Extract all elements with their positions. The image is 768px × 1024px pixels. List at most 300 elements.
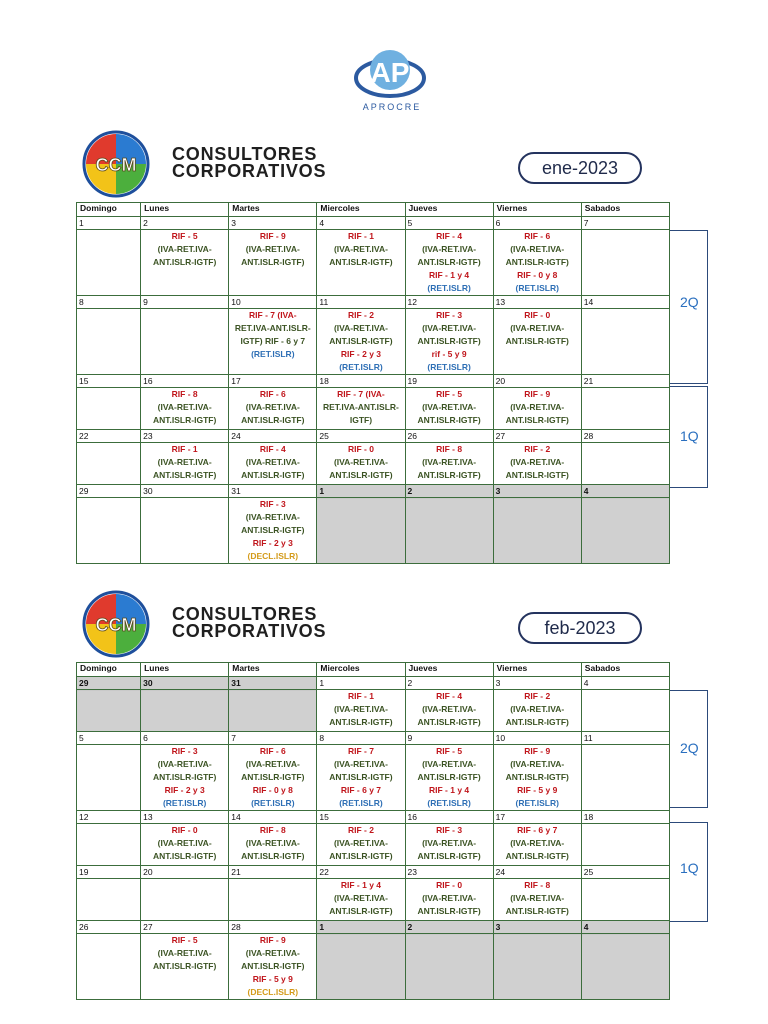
day-cell xyxy=(317,824,405,866)
obligation-line: (IVA-RET.IVA- xyxy=(510,759,565,769)
day-cell xyxy=(229,309,317,375)
day-cell xyxy=(77,388,141,430)
obligation-line: (IVA-RET.IVA- xyxy=(157,457,212,467)
obligation-line: ANT.ISLR-IGTF) xyxy=(505,470,569,480)
day-cell xyxy=(229,498,317,564)
day-cell xyxy=(405,498,493,564)
obligation-line: ANT.ISLR-IGTF) xyxy=(417,772,481,782)
day-cell xyxy=(493,443,581,485)
obligation-line: ANT.ISLR-IGTF) xyxy=(417,257,481,267)
day-number: 15 xyxy=(317,811,405,824)
day-number: 3 xyxy=(493,485,581,498)
svg-text:CCM: CCM xyxy=(95,155,137,175)
day-number: 30 xyxy=(141,677,229,690)
day-number: 3 xyxy=(229,217,317,230)
day-number-row xyxy=(77,485,670,498)
weekday-header-row xyxy=(77,203,670,217)
obligation-line: (RET.ISLR) xyxy=(339,362,383,372)
obligation-line: ANT.ISLR-IGTF) xyxy=(505,906,569,916)
day-number: 6 xyxy=(141,732,229,745)
obligation-line: RIF - 5 xyxy=(436,746,463,756)
day-cell xyxy=(317,690,405,732)
obligation-line: ANT.ISLR-IGTF) xyxy=(417,415,481,425)
obligation-line: ANT.ISLR-IGTF) xyxy=(417,717,481,727)
day-cell xyxy=(229,934,317,1000)
day-cell xyxy=(77,824,141,866)
weekday-header-row xyxy=(77,663,670,677)
quincena-label-1q: 1Q xyxy=(680,428,699,444)
day-cell xyxy=(405,934,493,1000)
day-number: 9 xyxy=(405,732,493,745)
day-number: 31 xyxy=(229,485,317,498)
day-number: 25 xyxy=(581,866,669,879)
obligation-line: (IVA-RET.IVA- xyxy=(422,323,477,333)
obligation-line: (IVA-RET.IVA- xyxy=(510,893,565,903)
day-number: 4 xyxy=(581,677,669,690)
puzzle-logo-icon xyxy=(78,130,158,198)
day-cell xyxy=(405,879,493,921)
calendar-grid xyxy=(76,662,670,1000)
events-row xyxy=(77,824,670,866)
obligation-line: RET.IVA-ANT.ISLR- xyxy=(323,402,399,412)
day-number: 13 xyxy=(493,296,581,309)
obligation-line: ANT.ISLR-IGTF) xyxy=(241,257,305,267)
obligation-line: RIF - 2 xyxy=(347,310,374,320)
events-row xyxy=(77,745,670,811)
obligation-line: RIF - 2 xyxy=(347,825,374,835)
day-cell xyxy=(317,745,405,811)
obligation-line: IGTF) xyxy=(349,415,373,425)
obligation-line: RIF - 1 xyxy=(347,691,374,701)
day-number: 1 xyxy=(317,921,405,934)
day-number: 17 xyxy=(229,375,317,388)
obligation-line: RIF - 0 xyxy=(347,444,374,454)
obligation-line: RIF - 9 xyxy=(259,935,286,945)
obligation-line: RIF - 6 xyxy=(259,389,286,399)
obligation-line: ANT.ISLR-IGTF) xyxy=(329,336,393,346)
day-cell xyxy=(581,230,669,296)
obligation-line: (RET.ISLR) xyxy=(162,798,207,808)
day-number: 7 xyxy=(581,217,669,230)
events-row xyxy=(77,690,670,732)
day-number: 29 xyxy=(77,677,141,690)
day-number: 1 xyxy=(317,677,405,690)
obligation-line: RIF - 6 xyxy=(259,746,286,756)
obligation-line: ANT.ISLR-IGTF) xyxy=(329,257,393,267)
obligation-line: ANT.ISLR-IGTF) xyxy=(505,257,569,267)
events-row xyxy=(77,498,670,564)
day-cell xyxy=(77,745,141,811)
day-number: 7 xyxy=(229,732,317,745)
svg-text:AP: AP xyxy=(370,57,410,88)
day-number: 24 xyxy=(229,430,317,443)
day-cell xyxy=(229,230,317,296)
puzzle-logo-icon xyxy=(78,590,158,658)
day-number: 3 xyxy=(493,921,581,934)
obligation-line: (IVA-RET.IVA- xyxy=(422,838,477,848)
day-number: 26 xyxy=(405,430,493,443)
day-number: 22 xyxy=(77,430,141,443)
day-cell xyxy=(317,443,405,485)
obligation-line: ANT.ISLR-IGTF) xyxy=(153,851,217,861)
day-number: 18 xyxy=(317,375,405,388)
obligation-line: RIF - 3 xyxy=(259,499,286,509)
obligation-line: (RET.ISLR) xyxy=(515,283,559,293)
weekday-header: Viernes xyxy=(493,203,581,217)
obligation-line: RIF - 9 xyxy=(259,231,286,241)
weekday-header: Sabados xyxy=(581,663,669,677)
obligation-line: (DECL.ISLR) xyxy=(247,551,299,561)
day-cell xyxy=(493,745,581,811)
aprocre-emblem-icon xyxy=(350,44,430,104)
day-number-row xyxy=(77,677,670,690)
day-number: 11 xyxy=(317,296,405,309)
day-cell xyxy=(77,879,141,921)
day-cell xyxy=(141,745,229,811)
obligation-line: RIF - 6 y 7 xyxy=(340,785,382,795)
quincena-label-2q: 2Q xyxy=(680,294,699,310)
obligation-line: RIF - 2 xyxy=(524,444,551,454)
obligation-line: (IVA-RET.IVA- xyxy=(422,457,477,467)
day-cell xyxy=(141,498,229,564)
day-cell xyxy=(77,230,141,296)
quincena-label-2q: 2Q xyxy=(680,740,699,756)
obligation-line: ANT.ISLR-IGTF) xyxy=(153,961,217,971)
day-cell xyxy=(493,388,581,430)
obligation-line: RIF - 8 xyxy=(524,880,551,890)
obligation-line: RIF - 7 (IVA- xyxy=(337,389,385,399)
day-number: 30 xyxy=(141,485,229,498)
day-cell xyxy=(581,309,669,375)
obligation-line: ANT.ISLR-IGTF) xyxy=(329,772,393,782)
quincena-label-1q: 1Q xyxy=(680,860,699,876)
day-cell xyxy=(405,690,493,732)
day-cell xyxy=(317,388,405,430)
obligation-line: RIF - 1 xyxy=(171,444,198,454)
day-cell xyxy=(317,230,405,296)
day-number: 12 xyxy=(405,296,493,309)
obligation-line: (IVA-RET.IVA- xyxy=(422,704,477,714)
day-cell xyxy=(141,934,229,1000)
obligation-line: RIF - 1 xyxy=(347,231,374,241)
day-number: 4 xyxy=(317,217,405,230)
day-number: 1 xyxy=(77,217,141,230)
events-row xyxy=(77,934,670,1000)
obligation-line: RIF - 1 y 4 xyxy=(429,785,470,795)
day-cell xyxy=(229,745,317,811)
obligation-line: ANT.ISLR-IGTF) xyxy=(505,772,569,782)
day-number-row xyxy=(77,375,670,388)
day-cell xyxy=(581,745,669,811)
obligation-line: (IVA-RET.IVA- xyxy=(157,244,212,254)
day-cell xyxy=(581,498,669,564)
day-cell xyxy=(581,388,669,430)
day-number: 23 xyxy=(141,430,229,443)
weekday-header: Miercoles xyxy=(317,663,405,677)
obligation-line: (RET.ISLR) xyxy=(427,798,471,808)
day-cell xyxy=(317,309,405,375)
company-name-line1: CONSULTORES xyxy=(172,604,318,624)
ccm-logo xyxy=(78,590,158,658)
calendar-header xyxy=(0,590,768,658)
obligation-line: RIF - 4 xyxy=(436,691,463,701)
obligation-line: RIF - 6 y 7 xyxy=(517,825,558,835)
weekday-header: Lunes xyxy=(141,203,229,217)
obligation-line: ANT.ISLR-IGTF) xyxy=(505,415,569,425)
obligation-line: (RET.ISLR) xyxy=(515,798,559,808)
weekday-header: Martes xyxy=(229,663,317,677)
calendar-header xyxy=(0,130,768,198)
obligation-line: ANT.ISLR-IGTF) xyxy=(417,470,481,480)
day-number-row xyxy=(77,811,670,824)
obligation-line: ANT.ISLR-IGTF) xyxy=(417,336,481,346)
day-cell xyxy=(581,690,669,732)
day-number: 5 xyxy=(405,217,493,230)
obligation-line: RIF - 5 xyxy=(171,935,198,945)
day-cell xyxy=(581,824,669,866)
day-cell xyxy=(77,498,141,564)
day-number: 2 xyxy=(141,217,229,230)
day-cell xyxy=(405,824,493,866)
obligation-line: (IVA-RET.IVA- xyxy=(333,323,388,333)
company-name xyxy=(172,606,326,640)
obligation-line: RIF - 5 y 9 xyxy=(517,785,558,795)
day-number-row xyxy=(77,732,670,745)
obligation-line: RIF - 7 xyxy=(347,746,374,756)
obligation-line: RIF - 0 y 8 xyxy=(517,270,558,280)
day-number: 13 xyxy=(141,811,229,824)
events-row xyxy=(77,443,670,485)
day-cell xyxy=(581,934,669,1000)
obligation-line: ANT.ISLR-IGTF) xyxy=(505,851,569,861)
weekday-header: Miercoles xyxy=(317,203,405,217)
events-row xyxy=(77,879,670,921)
obligation-line: (IVA-RET.IVA- xyxy=(333,759,388,769)
obligation-line: (IVA-RET.IVA- xyxy=(422,759,477,769)
obligation-line: (IVA-RET.IVA- xyxy=(510,402,565,412)
day-number: 27 xyxy=(493,430,581,443)
day-number: 12 xyxy=(77,811,141,824)
day-number: 28 xyxy=(229,921,317,934)
obligation-line: (RET.ISLR) xyxy=(339,798,383,808)
day-cell xyxy=(317,498,405,564)
obligation-line: RIF - 9 xyxy=(524,389,551,399)
day-number: 18 xyxy=(581,811,669,824)
day-number: 6 xyxy=(493,217,581,230)
obligation-line: RIF - 0 xyxy=(436,880,463,890)
company-name-line2: CORPORATIVOS xyxy=(172,161,327,181)
day-number: 10 xyxy=(493,732,581,745)
events-row xyxy=(77,309,670,375)
day-number: 9 xyxy=(141,296,229,309)
day-number: 14 xyxy=(229,811,317,824)
day-number: 17 xyxy=(493,811,581,824)
day-number: 26 xyxy=(77,921,141,934)
obligation-line: RIF - 9 xyxy=(524,746,551,756)
obligation-line: (IVA-RET.IVA- xyxy=(245,759,300,769)
day-number: 28 xyxy=(581,430,669,443)
day-cell xyxy=(581,443,669,485)
obligation-line: ANT.ISLR-IGTF) xyxy=(417,851,481,861)
day-number: 19 xyxy=(405,375,493,388)
day-number: 16 xyxy=(405,811,493,824)
day-number: 1 xyxy=(317,485,405,498)
day-number: 23 xyxy=(405,866,493,879)
day-number: 8 xyxy=(77,296,141,309)
obligation-line: (RET.ISLR) xyxy=(251,798,295,808)
day-cell xyxy=(77,690,141,732)
day-number: 5 xyxy=(77,732,141,745)
day-cell xyxy=(493,879,581,921)
day-cell xyxy=(229,443,317,485)
obligation-line: ANT.ISLR-IGTF) xyxy=(241,961,305,971)
obligation-line: RIF - 1 y 4 xyxy=(429,270,470,280)
day-cell xyxy=(405,443,493,485)
day-cell xyxy=(493,934,581,1000)
obligation-line: RIF - 2 y 3 xyxy=(164,785,205,795)
obligation-line: ANT.ISLR-IGTF) xyxy=(505,717,569,727)
day-cell xyxy=(405,309,493,375)
obligation-line: (IVA-RET.IVA- xyxy=(245,838,300,848)
day-number: 16 xyxy=(141,375,229,388)
svg-text:CCM: CCM xyxy=(95,615,137,635)
day-number: 11 xyxy=(581,732,669,745)
obligation-line: ANT.ISLR-IGTF) xyxy=(241,851,305,861)
obligation-line: RIF - 3 xyxy=(171,746,198,756)
obligation-line: RIF - 7 (IVA- xyxy=(249,310,297,320)
day-cell xyxy=(77,443,141,485)
day-number: 19 xyxy=(77,866,141,879)
obligation-line: ANT.ISLR-IGTF) xyxy=(153,257,217,267)
obligation-line: (DECL.ISLR) xyxy=(247,987,299,997)
obligation-line: RIF - 3 xyxy=(436,310,463,320)
day-number: 22 xyxy=(317,866,405,879)
weekday-header: Sabados xyxy=(581,203,669,217)
obligation-line: RIF - 4 xyxy=(436,231,463,241)
obligation-line: (IVA-RET.IVA- xyxy=(333,244,388,254)
day-cell xyxy=(493,498,581,564)
obligation-line: ANT.ISLR-IGTF) xyxy=(417,906,481,916)
obligation-line: RIF - 8 xyxy=(171,389,198,399)
company-name xyxy=(172,146,326,180)
obligation-line: ANT.ISLR-IGTF) xyxy=(241,415,305,425)
obligation-line: RIF - 8 xyxy=(259,825,286,835)
day-number: 21 xyxy=(229,866,317,879)
day-cell xyxy=(229,690,317,732)
obligation-line: (IVA-RET.IVA- xyxy=(245,457,300,467)
day-cell xyxy=(493,309,581,375)
day-number-row xyxy=(77,430,670,443)
obligation-line: ANT.ISLR-IGTF) xyxy=(329,717,393,727)
obligation-line: (IVA-RET.IVA- xyxy=(333,838,388,848)
day-number: 10 xyxy=(229,296,317,309)
obligation-line: RIF - 4 xyxy=(259,444,286,454)
day-cell xyxy=(405,388,493,430)
obligation-line: (IVA-RET.IVA- xyxy=(245,244,300,254)
obligation-line: IGTF) RIF - 6 y 7 xyxy=(240,336,306,346)
obligation-line: (IVA-RET.IVA- xyxy=(510,838,565,848)
day-cell xyxy=(141,230,229,296)
aprocre-logo xyxy=(350,44,430,120)
obligation-line: (RET.ISLR) xyxy=(251,349,295,359)
day-cell xyxy=(493,824,581,866)
weekday-header: Jueves xyxy=(405,663,493,677)
weekday-header: Lunes xyxy=(141,663,229,677)
day-number: 15 xyxy=(77,375,141,388)
day-cell xyxy=(493,230,581,296)
weekday-header: Jueves xyxy=(405,203,493,217)
obligation-line: (IVA-RET.IVA- xyxy=(245,948,300,958)
day-cell xyxy=(317,879,405,921)
day-cell xyxy=(229,879,317,921)
obligation-line: RIF - 0 xyxy=(524,310,551,320)
obligation-line: RET.IVA-ANT.ISLR- xyxy=(234,323,311,333)
obligation-line: (IVA-RET.IVA- xyxy=(157,759,212,769)
day-number: 8 xyxy=(317,732,405,745)
day-cell xyxy=(141,388,229,430)
obligation-line: rif - 5 y 9 xyxy=(431,349,467,359)
obligation-line: ANT.ISLR-IGTF) xyxy=(153,470,217,480)
day-number: 31 xyxy=(229,677,317,690)
day-cell xyxy=(141,879,229,921)
obligation-line: ANT.ISLR-IGTF) xyxy=(329,906,393,916)
day-number: 20 xyxy=(493,375,581,388)
obligation-line: (IVA-RET.IVA- xyxy=(510,323,565,333)
day-number: 3 xyxy=(493,677,581,690)
brand-name: APROCRE xyxy=(362,102,422,112)
obligation-line: ANT.ISLR-IGTF) xyxy=(329,470,393,480)
day-cell xyxy=(405,230,493,296)
day-number: 4 xyxy=(581,485,669,498)
month-label: feb-2023 xyxy=(518,612,642,644)
calendar-grid xyxy=(76,202,670,564)
day-cell xyxy=(317,934,405,1000)
obligation-line: (IVA-RET.IVA- xyxy=(422,893,477,903)
obligation-line: RIF - 5 xyxy=(171,231,198,241)
day-number-row xyxy=(77,866,670,879)
obligation-line: (IVA-RET.IVA- xyxy=(245,512,300,522)
obligation-line: (IVA-RET.IVA- xyxy=(422,402,477,412)
day-number: 24 xyxy=(493,866,581,879)
day-number: 27 xyxy=(141,921,229,934)
obligation-line: (IVA-RET.IVA- xyxy=(510,704,565,714)
day-number-row xyxy=(77,217,670,230)
obligation-line: ANT.ISLR-IGTF) xyxy=(505,336,569,346)
obligation-line: ANT.ISLR-IGTF) xyxy=(241,772,305,782)
weekday-header: Martes xyxy=(229,203,317,217)
obligation-line: (IVA-RET.IVA- xyxy=(333,457,388,467)
company-name-line2: CORPORATIVOS xyxy=(172,621,327,641)
weekday-header: Viernes xyxy=(493,663,581,677)
obligation-line: (IVA-RET.IVA- xyxy=(157,838,212,848)
obligation-line: ANT.ISLR-IGTF) xyxy=(241,525,305,535)
obligation-line: RIF - 1 y 4 xyxy=(340,880,382,890)
day-number-row xyxy=(77,296,670,309)
obligation-line: (IVA-RET.IVA- xyxy=(333,893,388,903)
day-number: 2 xyxy=(405,485,493,498)
obligation-line: RIF - 2 y 3 xyxy=(340,349,382,359)
day-number: 4 xyxy=(581,921,669,934)
day-number: 14 xyxy=(581,296,669,309)
obligation-line: (IVA-RET.IVA- xyxy=(422,244,477,254)
obligation-line: RIF - 2 xyxy=(524,691,551,701)
ccm-logo xyxy=(78,130,158,198)
day-cell xyxy=(77,309,141,375)
obligation-line: (IVA-RET.IVA- xyxy=(245,402,300,412)
obligation-line: RIF - 0 y 8 xyxy=(252,785,293,795)
day-cell xyxy=(141,443,229,485)
day-cell xyxy=(581,879,669,921)
